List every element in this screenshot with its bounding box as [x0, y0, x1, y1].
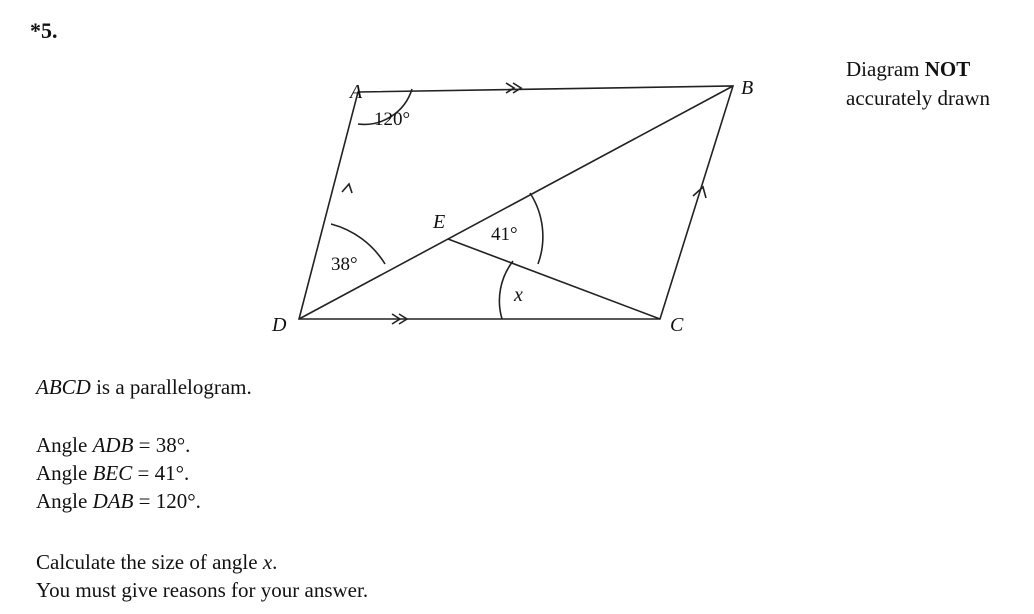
angle-label-adb: 38°	[331, 254, 358, 275]
diagram-note-line2: accurately drawn	[846, 86, 990, 110]
angle-arc-x	[499, 261, 513, 319]
vertex-label-c: C	[670, 314, 684, 336]
vertex-label-d: D	[272, 314, 287, 336]
double-arrow-ab	[506, 83, 521, 93]
task-line2: You must give reasons for your answer.	[36, 578, 369, 602]
angle-label-dab: 120°	[374, 109, 411, 130]
task	[36, 548, 368, 604]
diagram-note-line1: Diagram NOT	[846, 57, 971, 81]
angle-arc-bec	[530, 193, 543, 264]
segment-ec	[448, 239, 660, 319]
vertex-label-e: E	[433, 211, 446, 233]
arrow-ad	[342, 184, 352, 193]
given-angle-dab: Angle DAB = 120°.	[36, 489, 201, 513]
task-line1: Calculate the size of angle x.	[36, 550, 278, 574]
angle-label-bec: 41°	[491, 224, 518, 245]
vertex-label-a: A	[350, 81, 363, 103]
question-number: *5.	[30, 18, 58, 43]
statement: ABCD is a parallelogram.	[36, 375, 252, 399]
given-angle-bec: Angle BEC = 41°.	[36, 461, 190, 485]
givens-list	[36, 431, 201, 515]
angle-label-x: x	[514, 284, 523, 306]
given-angle-adb: Angle ADB = 38°.	[36, 433, 191, 457]
vertex-label-b: B	[741, 77, 754, 99]
